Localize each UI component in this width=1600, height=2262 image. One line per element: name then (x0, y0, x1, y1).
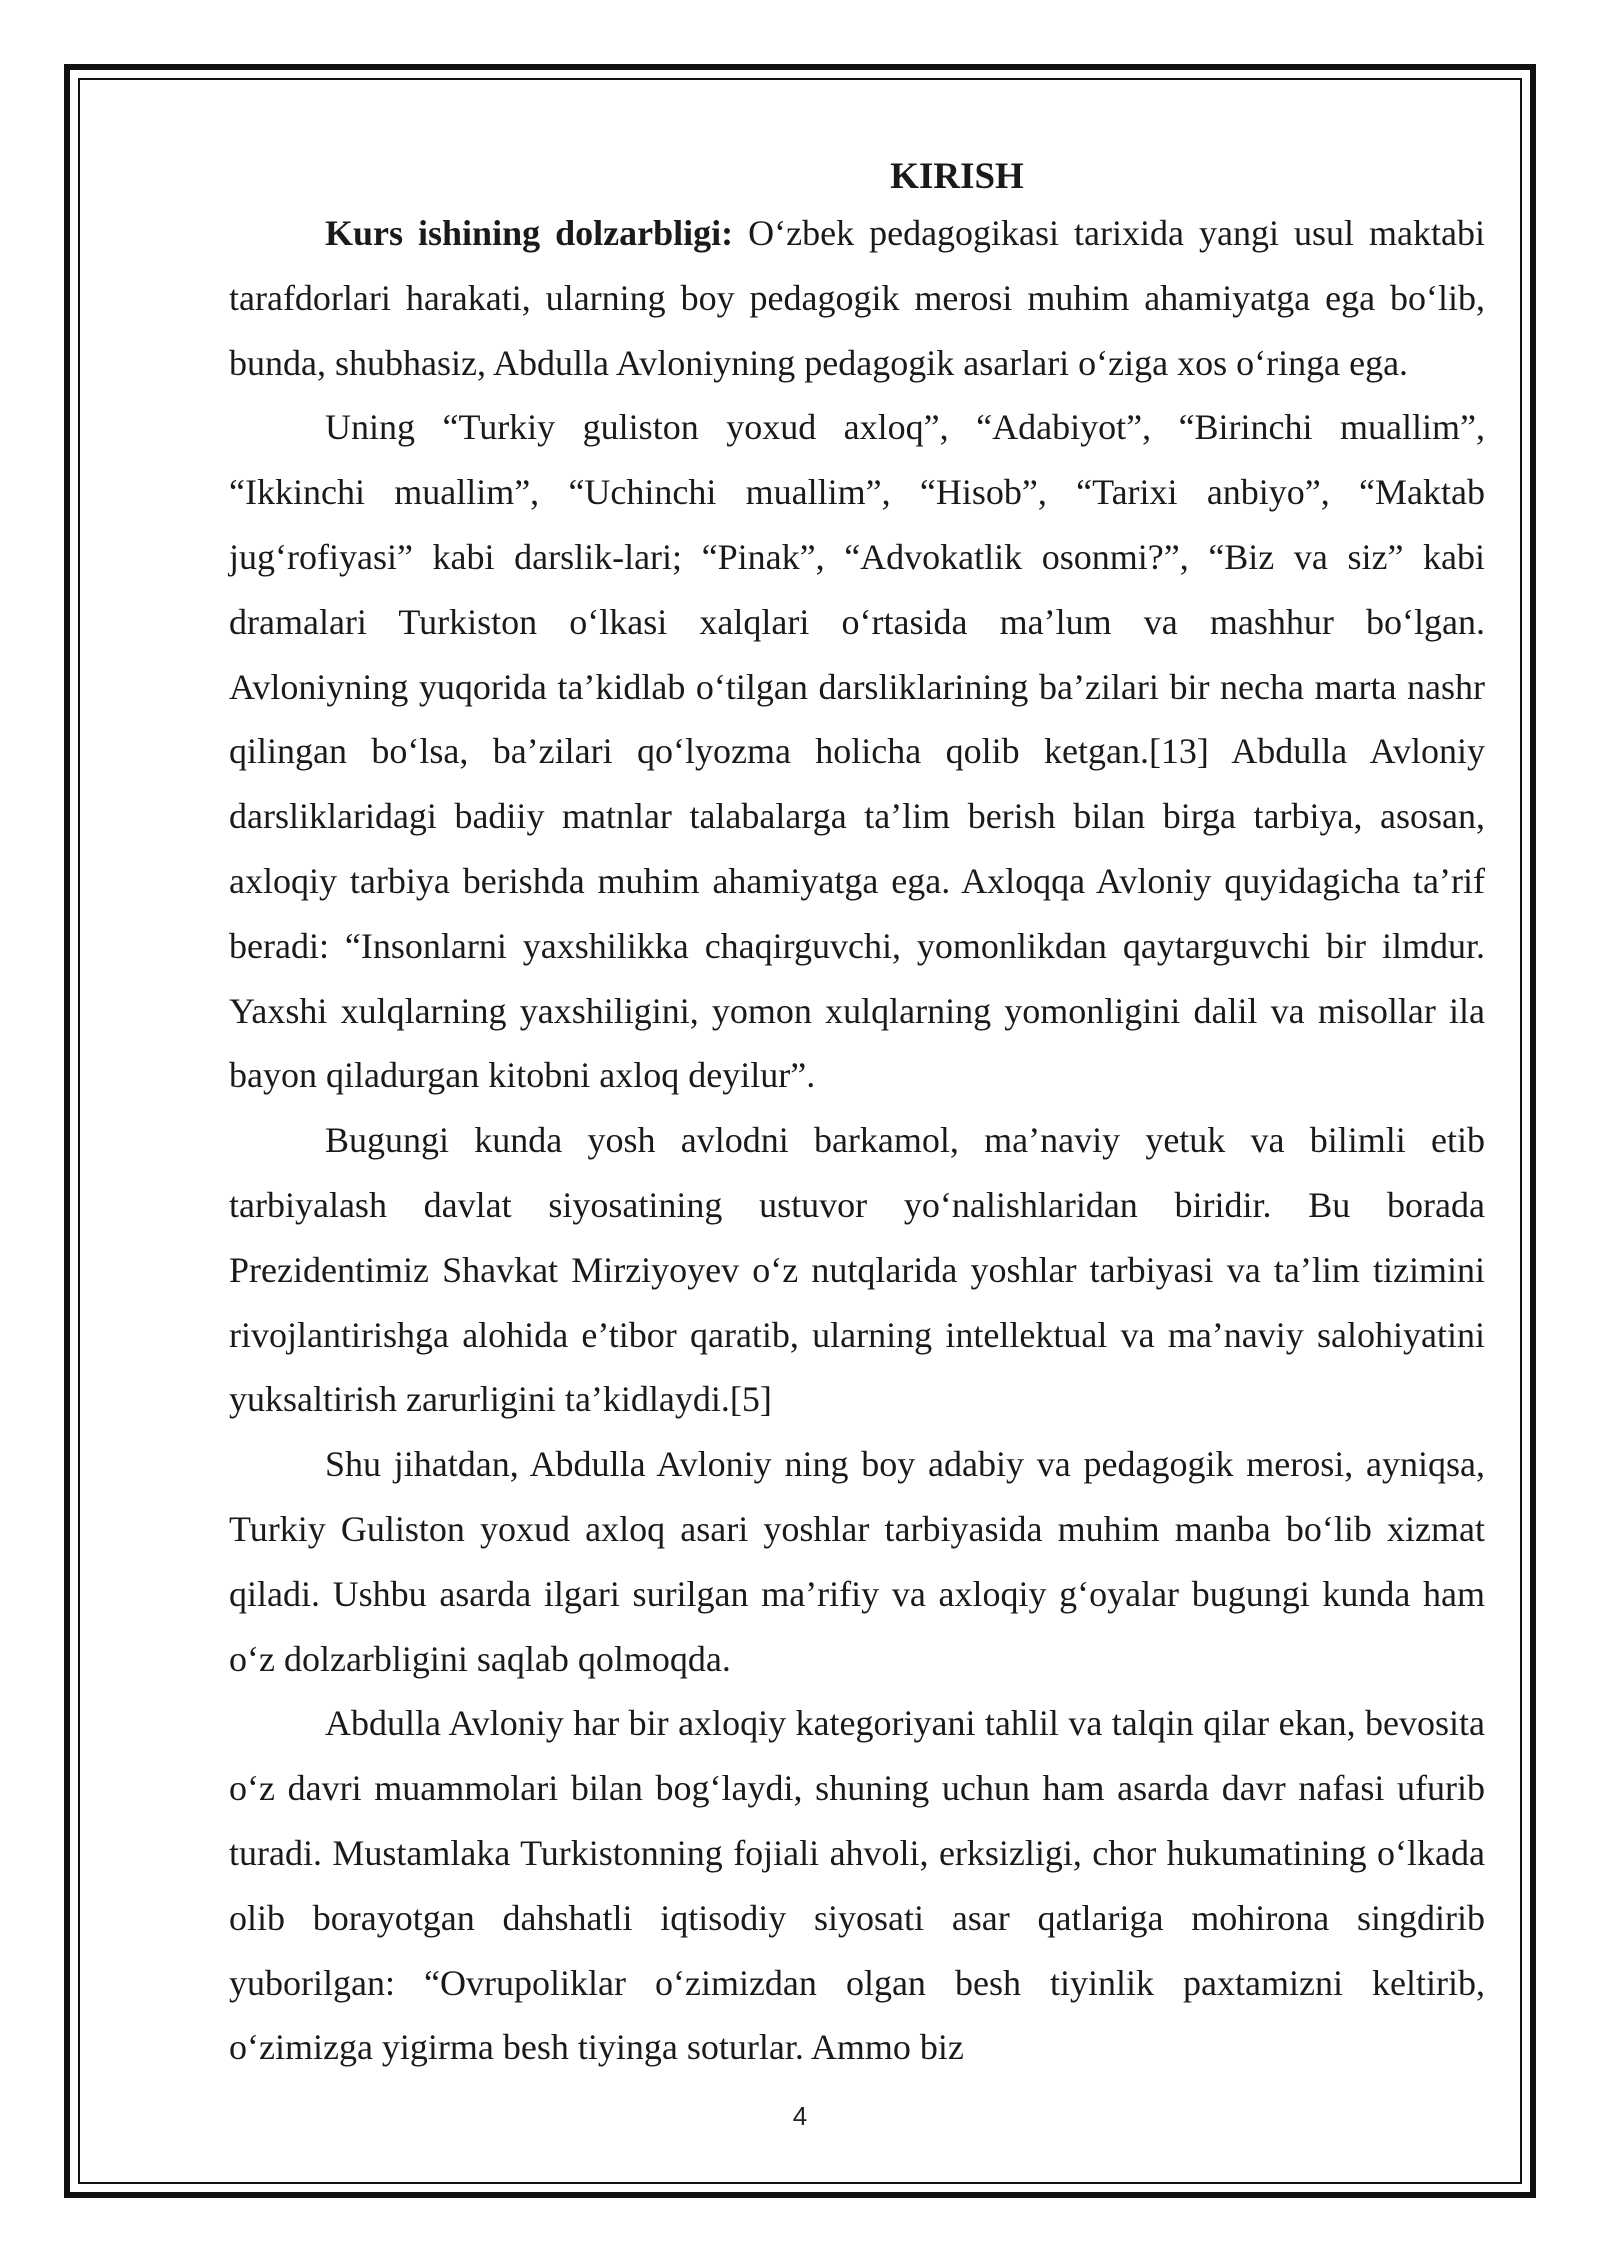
paragraph-ethics-analysis: Abdulla Avloniy har bir axloqiy kategoriyani tahlil va talqin qilar ekan, bevosita o‘z davri muammolari bilan bog‘laydi, shuning uchun ham asarda davr nafasi ufurib turadi. Mustamlaka Turkistonning fojiali ahvoli, erksizligi, chor hukumatining o‘lkada olib borayotgan dahshatli iqtisodiy siyosati asar qatlariga mohirona singdirib yuborilgan: “Ovrupoliklar o‘zimizdan olgan besh tiyinlik paxtamizni keltirib, o‘zimizga yigirma besh tiyinga soturlar. Ammo biz (229, 1703, 1485, 2068)
paragraph-lead: Kurs ishining dolzarbligi: (325, 213, 734, 253)
paragraph-works: Uning “Turkiy guliston yoxud axloq”, “Adabiyot”, “Birinchi muallim”, “Ikkinchi muallim”, “Uchinchi muallim”, “Hisob”, “Tarixi anbiyo”, “Maktab jug‘rofiyasi” kabi darslik-lari; “Pinak”, “Advokatlik osonmi?”, “Biz va siz” kabi dramalari Turkiston o‘lkasi xalqlari o‘rtasida ma’lum va mashhur bo‘lgan. Avloniyning yuqorida ta’kidlab o‘tilgan darsliklarining ba’zilari bir necha marta nashr qilingan bo‘lsa, ba’zilari qo‘lyozma holicha qolib ketgan.[13] Abdulla Avloniy darsliklaridagi badiiy matnlar talabalarga ta’lim berish bilan birga tarbiya, asosan, axloqiy tarbiya berishda muhim ahamiyatga ega. Axloqqa Avloniy quyidagicha ta’rif beradi: “Insonlarni yaxshilikka chaqirguvchi, yomonlikdan qaytarguvchi bir ilmdur. Yaxshi xulqlarning yaxshiligini, yomon xulqlarning yomonligini dalil va misollar ila bayon qiladurgan kitobni axloq deyilur”. (229, 407, 1485, 1096)
paragraph-text: O‘zbek pedagogikasi tarixida yangi usul maktabi tarafdorlari harakati, ularning boy pedagogik merosi muhim ahamiyatga ega bo‘lib, bunda, shubhasiz, Abdulla Avloniyning pedagogik asarlari o‘ziga xos o‘ringa ega. (229, 213, 1485, 383)
document-body (229, 152, 1485, 2080)
paragraph-relevance (229, 201, 1485, 395)
section-heading: KIRISH (890, 156, 1024, 197)
paragraph-youth-policy: Bugungi kunda yosh avlodni barkamol, ma’naviy yetuk va bilimli etib tarbiyalash davlat siyosatining ustuvor yo‘nalishlaridan biridir. Bu borada Prezidentimiz Shavkat Mirziyoyev o‘z nutqlarida yoshlar tarbiyasi va ta’lim tizimini rivojlantirishga alohida e’tibor qaratib, ularning intellektual va ma’naviy salohiyatini yuksaltirish zarurligini ta’kidlaydi.[5] (229, 1120, 1485, 1420)
paragraph-legacy: Shu jihatdan, Abdulla Avloniy ning boy adabiy va pedagogik merosi, ayniqsa, Turkiy Guliston yoxud axloq asari yoshlar tarbiyasida muhim manba bo‘lib xizmat qiladi. Ushbu asarda ilgari surilgan ma’rifiy va axloqiy g‘oyalar bugungi kunda ham o‘z dolzarbligini saqlab qolmoqda. (229, 1444, 1485, 1679)
page-number: 4 (792, 2101, 808, 2131)
